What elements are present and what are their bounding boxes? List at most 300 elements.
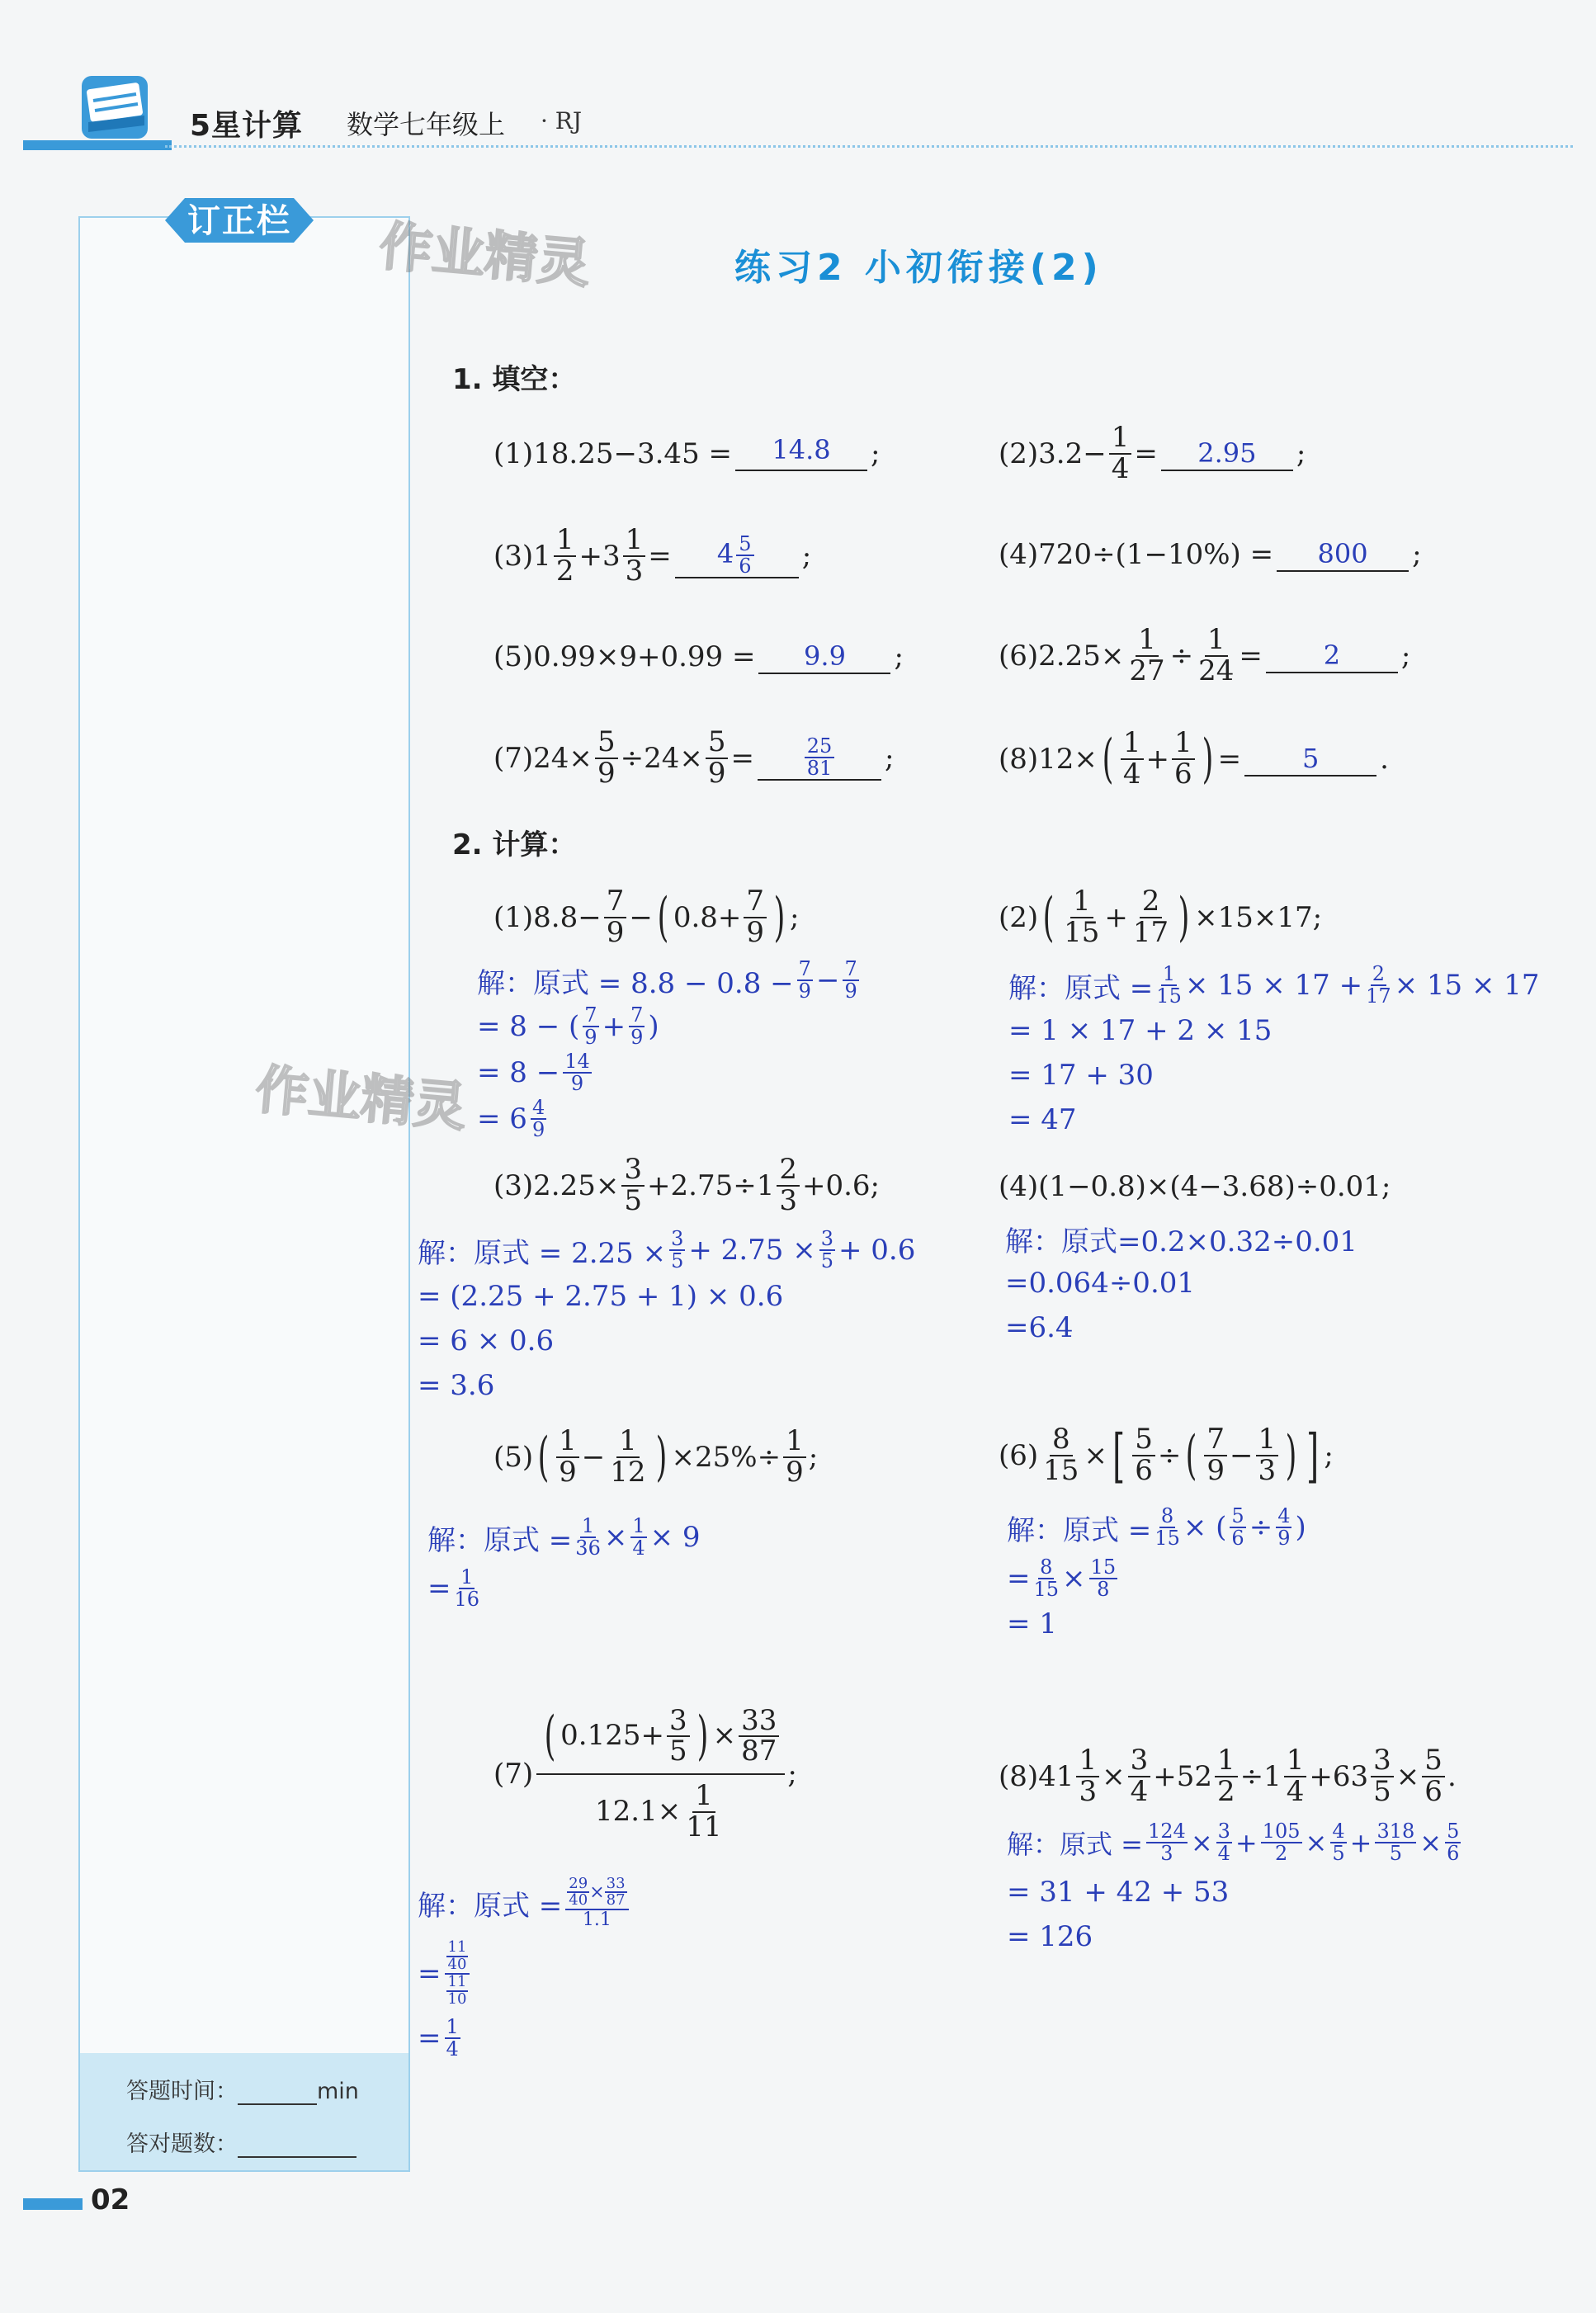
fraction xyxy=(1204,1425,1227,1485)
fraction xyxy=(783,1424,806,1489)
math-text: 11 xyxy=(447,1938,467,1957)
math-text: − xyxy=(815,964,840,997)
math-text: 4 xyxy=(1277,1503,1291,1527)
sidebar-tab-label: 订正栏 xyxy=(187,202,291,240)
solution-7 xyxy=(418,1872,632,2063)
math-text: (1) xyxy=(493,901,534,934)
solution-3 xyxy=(418,1226,915,1408)
fraction xyxy=(1146,1821,1188,1864)
math-text: +0.6; xyxy=(801,1169,880,1202)
math-text: 81 xyxy=(806,757,833,780)
solution-6 xyxy=(1007,1502,1306,1644)
math-text: 7 xyxy=(604,887,627,918)
watermark-top: 作业精灵 xyxy=(376,215,593,295)
math-text: 10 xyxy=(447,1990,467,2008)
fill-item-8 xyxy=(999,718,1389,800)
math-text: 24 xyxy=(1198,654,1235,687)
math-text: (5) xyxy=(493,1441,534,1474)
math-text: 4 xyxy=(446,2037,459,2060)
calc-problem-3 xyxy=(493,1149,880,1223)
math-text: +63 xyxy=(1309,1760,1369,1793)
math-text: 12 xyxy=(610,1456,646,1489)
math-text: 41 xyxy=(1038,1760,1074,1793)
math-text: 4 xyxy=(632,1536,645,1560)
book-title: 5星计算 xyxy=(190,109,304,143)
math-text: 1 xyxy=(1215,1746,1238,1777)
math-text: ÷1 xyxy=(1239,1760,1282,1793)
math-text: 2 xyxy=(1216,1775,1235,1808)
math-text: 解：原式 = xyxy=(1007,1513,1152,1547)
math-text: 8 xyxy=(1050,1425,1073,1456)
answer-blank-5[interactable] xyxy=(758,640,890,674)
math-text: (8) xyxy=(999,1760,1039,1793)
math-text: 3 xyxy=(1160,1842,1173,1865)
math-text: 36 xyxy=(575,1536,601,1560)
math-text: 5 xyxy=(1301,743,1320,774)
math-text: − xyxy=(581,1441,606,1474)
math-text: 5 xyxy=(1447,1819,1460,1843)
math-text: (4) xyxy=(999,538,1039,571)
math-text: 5 xyxy=(595,728,618,759)
math-text: × xyxy=(1062,1562,1086,1595)
math-text: − xyxy=(1230,1439,1254,1472)
math-text: 2.25× xyxy=(533,1169,620,1202)
math-text: 2 xyxy=(777,1155,800,1187)
math-text: 15 xyxy=(1090,1555,1117,1579)
fraction xyxy=(554,523,577,588)
fraction xyxy=(1284,1746,1307,1806)
math-text: × xyxy=(1395,1760,1420,1793)
math-text: × ( xyxy=(1183,1511,1227,1544)
math-text: 7 xyxy=(1204,1425,1227,1456)
math-text: 5 xyxy=(1231,1503,1244,1527)
math-text: (4) xyxy=(999,1170,1039,1203)
math-text: 9 xyxy=(559,1456,577,1489)
math-text: 解：原式=0.2×0.32÷0.01 xyxy=(1005,1225,1358,1258)
exercise-title: 练习2 小初衔接(2) xyxy=(734,247,1103,289)
math-text: × xyxy=(1102,1760,1126,1793)
math-text: 9 xyxy=(584,1026,597,1049)
math-text: 17 xyxy=(1132,916,1169,949)
math-text: (2) xyxy=(999,437,1039,470)
math-text: 5 xyxy=(624,1184,643,1217)
math-text: +3 xyxy=(578,540,621,573)
math-text: 9 xyxy=(746,916,765,949)
fraction xyxy=(605,1876,627,1909)
calc-problem-4 xyxy=(999,1164,1391,1210)
math-text: × xyxy=(1419,1827,1443,1858)
section2-heading: 2. 计算： xyxy=(452,828,577,861)
answer-blank-8[interactable] xyxy=(1244,742,1376,777)
math-text: 9 xyxy=(597,757,616,790)
math-text: 5 xyxy=(736,534,753,556)
math-text: ; xyxy=(1324,1439,1334,1472)
math-text: 33 xyxy=(739,1706,779,1738)
math-text: 1 xyxy=(556,1427,579,1458)
fraction xyxy=(805,736,835,779)
math-text: = 1 xyxy=(1007,1607,1057,1640)
math-text: 1 xyxy=(616,1427,640,1458)
math-text: 5 xyxy=(668,1735,687,1768)
bracket: [ xyxy=(1112,1422,1126,1489)
math-text: 40 xyxy=(569,1891,588,1909)
math-text: 3 xyxy=(1128,1746,1151,1777)
math-text: 0.99×9+0.99 = xyxy=(533,640,756,673)
book-edition: · RJ xyxy=(541,107,583,135)
math-text: = 3.6 xyxy=(418,1369,495,1402)
math-text: 6 xyxy=(1424,1775,1443,1808)
math-text: 4 xyxy=(716,538,734,569)
fraction xyxy=(1128,1746,1151,1806)
math-text: ; xyxy=(801,540,812,573)
math-text: + xyxy=(602,1010,626,1043)
answer-time-field[interactable] xyxy=(238,2082,317,2105)
math-text: + xyxy=(1145,743,1170,776)
math-text: 3 xyxy=(621,1155,645,1187)
math-text: 1 xyxy=(533,540,551,573)
math-text: . xyxy=(1380,743,1389,776)
math-text: 8 xyxy=(1040,1555,1053,1579)
fraction xyxy=(1172,726,1195,791)
fraction xyxy=(739,1703,779,1768)
calc-problem-8 xyxy=(999,1739,1457,1814)
math-text: = 1 × 17 + 2 × 15 xyxy=(1008,1014,1273,1047)
math-text: 1 xyxy=(1076,1746,1099,1777)
fraction xyxy=(445,2014,460,2060)
calc-problem-6 xyxy=(999,1413,1334,1499)
answer-time-unit: min xyxy=(317,2079,359,2104)
fraction xyxy=(1156,961,1182,1008)
math-text: 7 xyxy=(844,956,857,980)
fraction xyxy=(1034,1557,1060,1600)
bracket: ) xyxy=(1285,1425,1297,1486)
math-text: 1 xyxy=(1070,887,1093,918)
math-text: 40 xyxy=(447,1956,467,1974)
math-text: 14.8 xyxy=(772,434,831,465)
math-text: 87 xyxy=(741,1735,777,1768)
fraction xyxy=(1371,1746,1394,1806)
math-text: = xyxy=(427,1572,451,1605)
math-text: × xyxy=(1305,1827,1328,1858)
math-text: 1 xyxy=(1172,729,1195,760)
math-text: 4 xyxy=(531,1095,545,1119)
fraction xyxy=(630,1513,646,1560)
solution-5 xyxy=(427,1512,701,1614)
header-divider xyxy=(165,145,1573,148)
page-number-bar xyxy=(23,2198,83,2210)
math-text: (1−0.8)×(4−3.68)÷0.01; xyxy=(1038,1170,1391,1203)
math-text: 3 xyxy=(1217,1819,1230,1843)
fraction xyxy=(1375,1821,1416,1864)
math-text: 318 xyxy=(1376,1819,1415,1843)
math-text: 25 xyxy=(805,736,835,758)
math-text: = xyxy=(648,540,672,573)
math-text: 9 xyxy=(707,757,726,790)
correct-count-label: 答对题数： xyxy=(126,2131,238,2157)
fraction xyxy=(1276,1503,1291,1550)
fraction xyxy=(604,887,627,947)
math-text: 124 xyxy=(1148,1819,1186,1843)
math-text: 5 xyxy=(1132,1425,1155,1456)
bracket: ( xyxy=(1102,729,1114,790)
math-text: 1 xyxy=(1121,729,1144,760)
math-text: × xyxy=(1190,1827,1213,1858)
math-text: 17 xyxy=(1366,984,1391,1008)
math-text: 6 xyxy=(1447,1842,1460,1865)
bracket: ) xyxy=(696,1706,708,1768)
math-text: +2.75÷1 xyxy=(647,1169,775,1202)
answer-blank-4[interactable] xyxy=(1277,537,1409,572)
fraction xyxy=(445,1940,470,2008)
fraction xyxy=(1061,887,1102,947)
math-text: 87 xyxy=(606,1891,626,1909)
bracket: ( xyxy=(544,1706,556,1768)
fraction xyxy=(683,1779,724,1843)
math-text: − xyxy=(629,901,653,934)
fraction xyxy=(1422,1746,1445,1806)
fraction xyxy=(1445,1821,1461,1864)
fraction xyxy=(1089,1557,1118,1600)
math-text: = xyxy=(730,742,754,775)
fraction xyxy=(843,956,858,1003)
solution-4 xyxy=(1005,1216,1358,1350)
fill-item-4 xyxy=(999,530,1422,579)
fraction xyxy=(583,1005,598,1048)
math-text: (1) xyxy=(493,437,534,470)
math-text: 2 xyxy=(555,555,574,588)
calc-problem-5 xyxy=(493,1418,818,1497)
math-text: 9 xyxy=(630,1026,644,1049)
fraction xyxy=(819,1226,835,1272)
math-text: 11 xyxy=(447,1973,467,1990)
fraction xyxy=(607,1424,648,1489)
solution-2 xyxy=(1008,962,1540,1142)
math-text: ; xyxy=(787,1758,797,1791)
answer-blank-1[interactable] xyxy=(735,434,867,471)
fraction xyxy=(1196,625,1236,686)
math-text: 4 xyxy=(1332,1819,1345,1843)
math-text: 1 xyxy=(1109,423,1132,455)
math-text: 3 xyxy=(779,1184,797,1217)
math-text: 12× xyxy=(1038,743,1098,776)
fraction xyxy=(1216,1821,1232,1864)
math-text: 2.25× xyxy=(1038,640,1125,673)
math-text: ; xyxy=(1296,437,1306,470)
math-text: 33 xyxy=(606,1874,626,1892)
math-text: = (2.25 + 2.75 + 1) × 0.6 xyxy=(418,1280,784,1313)
math-text: 16 xyxy=(454,1588,480,1611)
fraction xyxy=(1109,423,1132,484)
math-text: 4 xyxy=(1122,758,1141,791)
math-text: = 6 xyxy=(477,1102,527,1135)
math-text: 7 xyxy=(584,1003,597,1027)
math-text: 6 xyxy=(1135,1454,1153,1487)
fraction xyxy=(446,1940,469,1973)
solution-8 xyxy=(1007,1815,1464,1959)
math-text: ×25%÷ xyxy=(671,1441,781,1474)
math-text: 解：原式 = xyxy=(427,1523,573,1557)
bracket: ( xyxy=(1042,887,1055,948)
correct-count-field[interactable] xyxy=(238,2135,357,2158)
fraction xyxy=(1126,625,1167,686)
answer-blank-2[interactable] xyxy=(1161,437,1293,471)
answer-blank-6[interactable] xyxy=(1266,639,1398,673)
fraction xyxy=(563,1051,592,1094)
math-text: (3) xyxy=(493,540,534,573)
math-text: 3 xyxy=(1079,1775,1098,1808)
fraction xyxy=(1076,1746,1099,1806)
calc-problem-7 xyxy=(493,1683,797,1865)
math-text: ; xyxy=(1400,640,1411,673)
math-text: 解：原式 = xyxy=(418,1889,563,1923)
sidebar-footer xyxy=(80,2053,408,2170)
math-text: 6 xyxy=(739,555,752,578)
math-text: 24× xyxy=(533,742,593,775)
math-text: 1 xyxy=(446,2014,459,2038)
math-text: × xyxy=(1084,1439,1107,1472)
bracket: ) xyxy=(773,887,786,948)
math-text: 4 xyxy=(1130,1775,1149,1808)
fraction xyxy=(531,1097,546,1140)
math-text: ) xyxy=(648,1010,659,1043)
math-text: ÷ xyxy=(1157,1439,1182,1472)
math-text: = 47 xyxy=(1008,1103,1077,1136)
math-text: (3) xyxy=(493,1169,534,1202)
math-text: + xyxy=(1104,901,1128,934)
math-text: 4 xyxy=(1217,1842,1230,1865)
math-text: 9 xyxy=(798,979,811,1003)
bracket: ( xyxy=(657,887,669,948)
fraction xyxy=(446,1975,469,2008)
fraction: 29 40 × 33 87 1.1 xyxy=(565,1876,628,1930)
math-text: (2) xyxy=(999,901,1039,934)
bracket: ) xyxy=(1178,887,1190,948)
fraction xyxy=(744,887,767,947)
math-text: × 9 xyxy=(649,1521,701,1554)
fraction xyxy=(1330,1821,1346,1864)
math-text: 1 xyxy=(581,1513,595,1537)
math-text: = xyxy=(418,2022,441,2055)
math-text: =0.064÷0.01 xyxy=(1005,1267,1196,1300)
fraction xyxy=(777,1155,800,1216)
fraction xyxy=(706,725,729,790)
fraction xyxy=(1041,1425,1081,1485)
math-text: = 31 + 42 + 53 xyxy=(1007,1876,1230,1909)
math-text: 2 xyxy=(1372,961,1385,985)
book-subtitle: 数学七年级上 xyxy=(347,109,506,140)
solution-1 xyxy=(477,957,862,1142)
fill-item-6 xyxy=(999,621,1410,692)
math-text: 5 xyxy=(1422,1746,1445,1777)
fraction xyxy=(1132,1425,1155,1485)
math-text: 0.8+ xyxy=(673,901,742,934)
math-text: 9 xyxy=(606,916,625,949)
math-text: (7) xyxy=(493,742,534,775)
math-text: 3 xyxy=(671,1226,684,1250)
bracket: ) xyxy=(655,1427,667,1488)
math-text: 0.125+ xyxy=(560,1719,664,1753)
math-text: 15 xyxy=(1043,1454,1079,1487)
fraction xyxy=(1256,1425,1279,1485)
math-text: 1 xyxy=(460,1565,474,1588)
fill-item-1 xyxy=(493,429,880,479)
answer-blank-7[interactable] xyxy=(758,736,881,781)
math-text: 3 xyxy=(625,555,644,588)
bracket: ) xyxy=(1202,729,1214,790)
fraction xyxy=(1131,887,1171,947)
math-text: 1 xyxy=(623,526,646,557)
math-text: 2.95 xyxy=(1197,437,1257,469)
fraction xyxy=(621,1155,645,1216)
math-text: 1 xyxy=(1162,961,1176,985)
math-text: 8.8− xyxy=(533,901,602,934)
math-text: 9 xyxy=(570,1072,584,1095)
math-text: 解：原式 = xyxy=(1008,971,1154,1005)
math-text: (8) xyxy=(999,743,1039,776)
math-text: 15 xyxy=(1156,984,1182,1008)
math-text: = xyxy=(1217,743,1242,776)
math-text: 3 xyxy=(820,1226,833,1250)
fill-item-2 xyxy=(999,421,1306,487)
bracket: ( xyxy=(537,1427,550,1488)
math-text: × xyxy=(712,1719,737,1753)
math-text: = xyxy=(1134,437,1158,470)
fill-item-5 xyxy=(493,632,904,682)
calc-problem-2 xyxy=(999,878,1322,957)
math-text: 4 xyxy=(1111,452,1130,485)
section1-heading: 1. 填空： xyxy=(452,363,577,396)
math-text: = 17 + 30 xyxy=(1008,1059,1154,1092)
math-text: 9 xyxy=(1277,1527,1291,1550)
math-text: 15 xyxy=(1064,916,1100,949)
math-text: 1 xyxy=(1284,1746,1307,1777)
calc-problem-1 xyxy=(493,878,799,957)
math-text: ) xyxy=(1295,1511,1306,1544)
math-text: ÷ xyxy=(1249,1511,1273,1544)
math-text: 1 xyxy=(554,526,577,557)
math-text: 5 xyxy=(1332,1842,1345,1865)
math-text: ; xyxy=(808,1441,819,1474)
math-text: × xyxy=(603,1521,628,1554)
math-text: 4 xyxy=(1286,1775,1305,1808)
answer-blank-3[interactable] xyxy=(675,531,799,578)
math-text: 9 xyxy=(531,1118,545,1141)
fraction xyxy=(595,725,618,790)
math-text: = xyxy=(1239,640,1263,673)
bracket: ] xyxy=(1306,1422,1320,1489)
watermark-middle: 作业精灵 xyxy=(253,1059,470,1139)
fraction xyxy=(536,1703,785,1843)
math-text: = 8 − ( xyxy=(477,1010,580,1043)
math-text: 3 xyxy=(667,1706,690,1738)
math-text: 2 xyxy=(1323,640,1341,671)
fraction xyxy=(797,956,813,1003)
fraction xyxy=(669,1226,685,1272)
fraction xyxy=(1215,1746,1238,1806)
math-text: +52 xyxy=(1153,1760,1212,1793)
math-text: = 126 xyxy=(1007,1920,1093,1953)
math-text: ÷24× xyxy=(620,742,703,775)
page-number: 02 xyxy=(91,2183,130,2216)
math-text: 9 xyxy=(844,979,857,1003)
fraction xyxy=(556,1424,579,1489)
fraction xyxy=(567,1876,589,1909)
math-text: 9.9 xyxy=(804,640,846,672)
math-text: = 8 − xyxy=(477,1056,560,1089)
fraction xyxy=(1366,961,1391,1008)
fill-item-7 xyxy=(493,723,894,794)
math-text: 6 xyxy=(1174,758,1192,791)
